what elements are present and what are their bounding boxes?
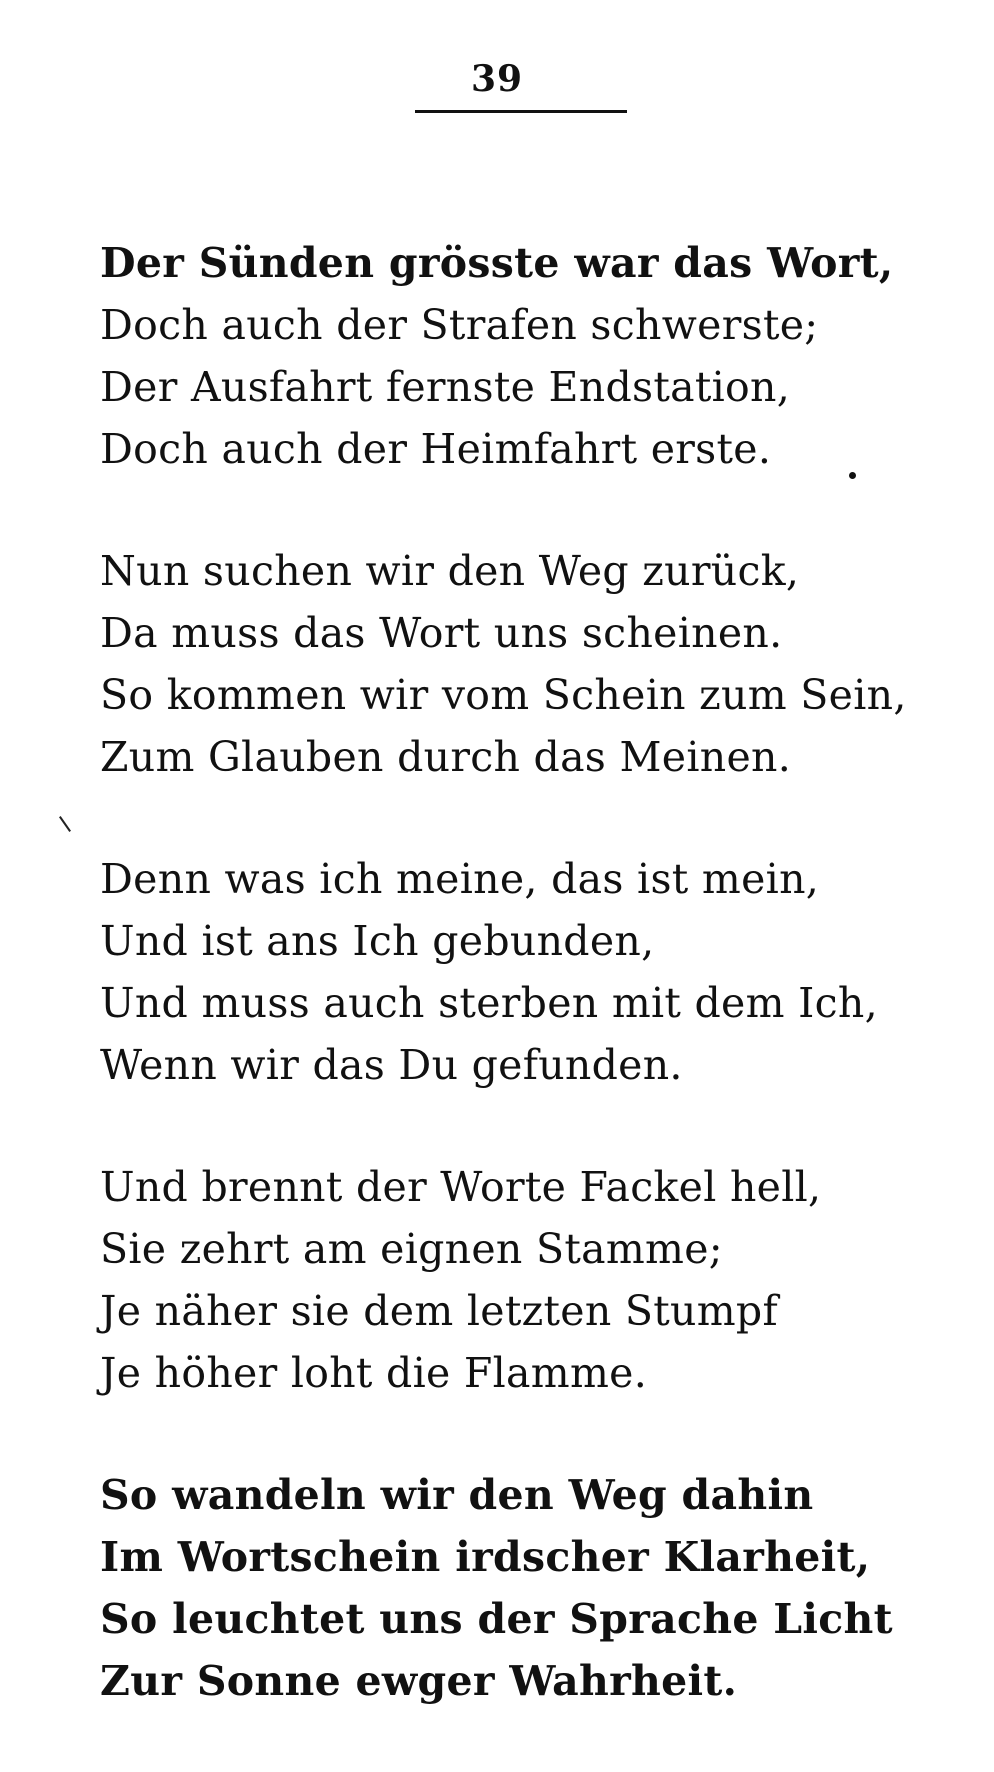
- poem-line: Doch auch der Heimfahrt erste.: [100, 425, 772, 473]
- page-number: 39: [470, 58, 524, 100]
- stanza-3: [100, 848, 960, 1096]
- stanza-4: [100, 1156, 960, 1404]
- poem-line: Zur Sonne ewger Wahrheit.: [100, 1657, 738, 1705]
- poem: [100, 232, 960, 1772]
- poem-line: Der Ausfahrt fernste Endstation,: [100, 363, 791, 411]
- poem-line: So leuchtet uns der Sprache Licht: [100, 1595, 893, 1643]
- header-rule: [415, 110, 627, 113]
- poem-line: Und muss auch sterben mit dem Ich,: [100, 979, 878, 1027]
- poem-line: Zum Glauben durch das Meinen.: [100, 733, 792, 781]
- poem-line: So kommen wir vom Schein zum Sein,: [100, 671, 907, 719]
- poem-line: Wenn wir das Du gefunden.: [100, 1041, 683, 1089]
- stanza-1: [100, 232, 960, 480]
- margin-tick-mark: [59, 816, 71, 832]
- poem-line: Und ist ans Ich gebunden,: [100, 917, 655, 965]
- poem-line: Sie zehrt am eignen Stamme;: [100, 1225, 723, 1273]
- poem-line: Der Sünden grösste war das Wort,: [100, 239, 894, 287]
- poem-line: Im Wortschein irdscher Klarheit,: [100, 1533, 871, 1581]
- poem-line: Denn was ich meine, das ist mein,: [100, 855, 820, 903]
- poem-line: Je höher loht die Flamme.: [100, 1349, 648, 1397]
- stanza-5: [100, 1464, 960, 1712]
- poem-line: Da muss das Wort uns scheinen.: [100, 609, 783, 657]
- poem-line: Je näher sie dem letzten Stumpf: [100, 1287, 778, 1335]
- poem-line: Doch auch der Strafen schwerste;: [100, 301, 819, 349]
- poem-line: Nun suchen wir den Weg zurück,: [100, 547, 800, 595]
- stanza-2: [100, 540, 960, 788]
- poem-line: So wandeln wir den Weg dahin: [100, 1471, 814, 1519]
- poem-line: Und brennt der Worte Fackel hell,: [100, 1163, 822, 1211]
